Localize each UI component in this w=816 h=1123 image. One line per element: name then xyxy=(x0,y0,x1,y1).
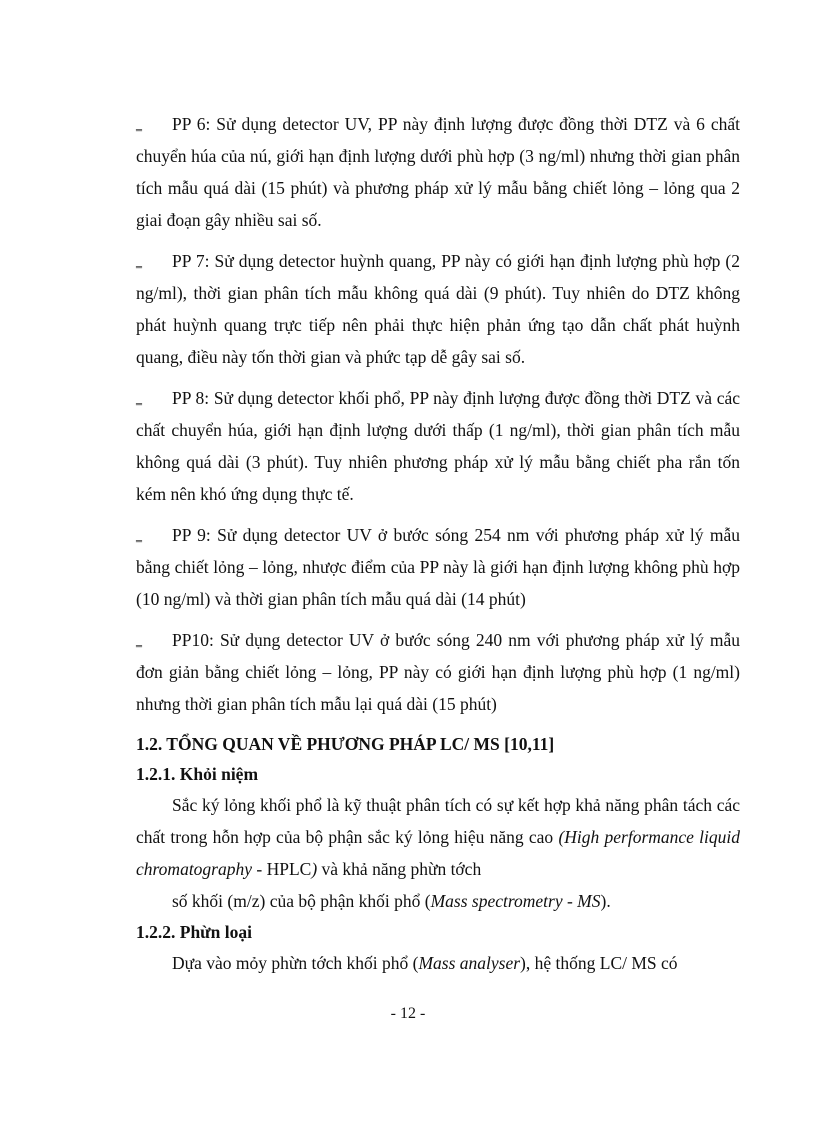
paragraph-emphasis: Mass analyser xyxy=(418,953,521,973)
list-item-text: PP 8: Sử dụng detector khối phổ, PP này định lượng được đồng thời DTZ và các chất chuyển húa, giới hạn định lượng dưới thấp (1 ng/ml), thời gian phân tích mẫu không quá dài (3 phút). Tuy nhiên phương pháp xử lý mẫu bằng chiết pha rắn tốn kém nên khó ứng dụng thực tế. xyxy=(136,388,740,504)
paragraph-text: - HPLC xyxy=(252,859,312,879)
paragraph-text: Dựa vào mỏy phừn tớch khối phổ ( xyxy=(172,953,419,973)
bullet-marker: ‗ xyxy=(136,117,142,131)
paragraph-emphasis: (High performance liquid chromatography xyxy=(136,827,741,879)
page-number: - 12 - xyxy=(390,1005,426,1022)
bullet-marker: ‗ xyxy=(136,254,142,268)
list-item-pp10 xyxy=(136,624,740,720)
paragraph-definition xyxy=(136,789,740,917)
paragraph-text: ), hệ thống LC/ MS có xyxy=(520,953,678,973)
list-item-text: PP 7: Sử dụng detector huỳnh quang, PP này có giới hạn định lượng phù hợp (2 ng/ml), thời gian phân tích mẫu không quá dài (9 phút). Tuy nhiên do DTZ không phát huỳnh quang trực tiếp nên phải thực hiện phản ứng tạo dẫn chất phát huỳnh quang, điều này tốn thời gian và phức tạp dễ gây sai số. xyxy=(136,251,740,367)
paragraph-text: số khối (m/z) của bộ phận khối phổ ( xyxy=(172,891,431,911)
list-item-text: PP 9: Sử dụng detector UV ở bước sóng 254 nm với phương pháp xử lý mẫu bằng chiết lỏng – lỏng, nhược điểm của PP này là giới hạn định lượng không phù hợp (10 ng/ml) và thời gian phân tích mẫu quá dài (14 phút) xyxy=(136,525,740,609)
page-content xyxy=(136,108,740,979)
paragraph-classification xyxy=(136,947,740,979)
list-item-pp9 xyxy=(136,519,740,615)
list-item-pp8 xyxy=(136,382,740,510)
list-item-text: PP10: Sử dụng detector UV ở bước sóng 240 nm với phương pháp xử lý mẫu đơn giản bằng chiết lỏng – lỏng, PP này có giới hạn định lượng phù hợp (1 ng/ml) nhưng thời gian phân tích mẫu lại quá dài (15 phút) xyxy=(136,630,740,714)
list-item-text: PP 6: Sử dụng detector UV, PP này định lượng được đồng thời DTZ và 6 chất chuyển húa của nú, giới hạn định lượng dưới phù hợp (3 ng/ml) nhưng thời gian phân tích mẫu quá dài (15 phút) và phương pháp xử lý mẫu bằng chiết lỏng – lỏng qua 2 giai đoạn gây nhiều sai số. xyxy=(136,114,740,230)
subsection-heading-1-2-2: 1.2.2. Phừn loại xyxy=(136,922,253,942)
list-item-pp7 xyxy=(136,245,740,373)
paragraph-line xyxy=(136,885,740,917)
paragraph-text: Sắc ký lỏng khối phổ là kỹ thuật phân tích có sự kết hợp khả năng phân tách các chất trong hỗn hợp của bộ phận sắc ký lỏng hiệu năng cao xyxy=(136,795,740,847)
bullet-marker: ‗ xyxy=(136,391,142,405)
list-item-pp6 xyxy=(136,108,740,236)
subsection-heading-1-2-1: 1.2.1. Khỏi niệm xyxy=(136,764,259,784)
section-heading-1-2: 1.2. TỔNG QUAN VỀ PHƯƠNG PHÁP LC/ MS [10,11] xyxy=(136,734,555,754)
paragraph-text: ). xyxy=(600,891,611,911)
paragraph-emphasis: Mass spectrometry - MS xyxy=(430,891,601,911)
bullet-marker: ‗ xyxy=(136,528,142,542)
bullet-marker: ‗ xyxy=(136,633,142,647)
paragraph-text: và khả năng phừn tớch xyxy=(317,859,482,879)
paragraph-emphasis: ) xyxy=(311,859,318,879)
